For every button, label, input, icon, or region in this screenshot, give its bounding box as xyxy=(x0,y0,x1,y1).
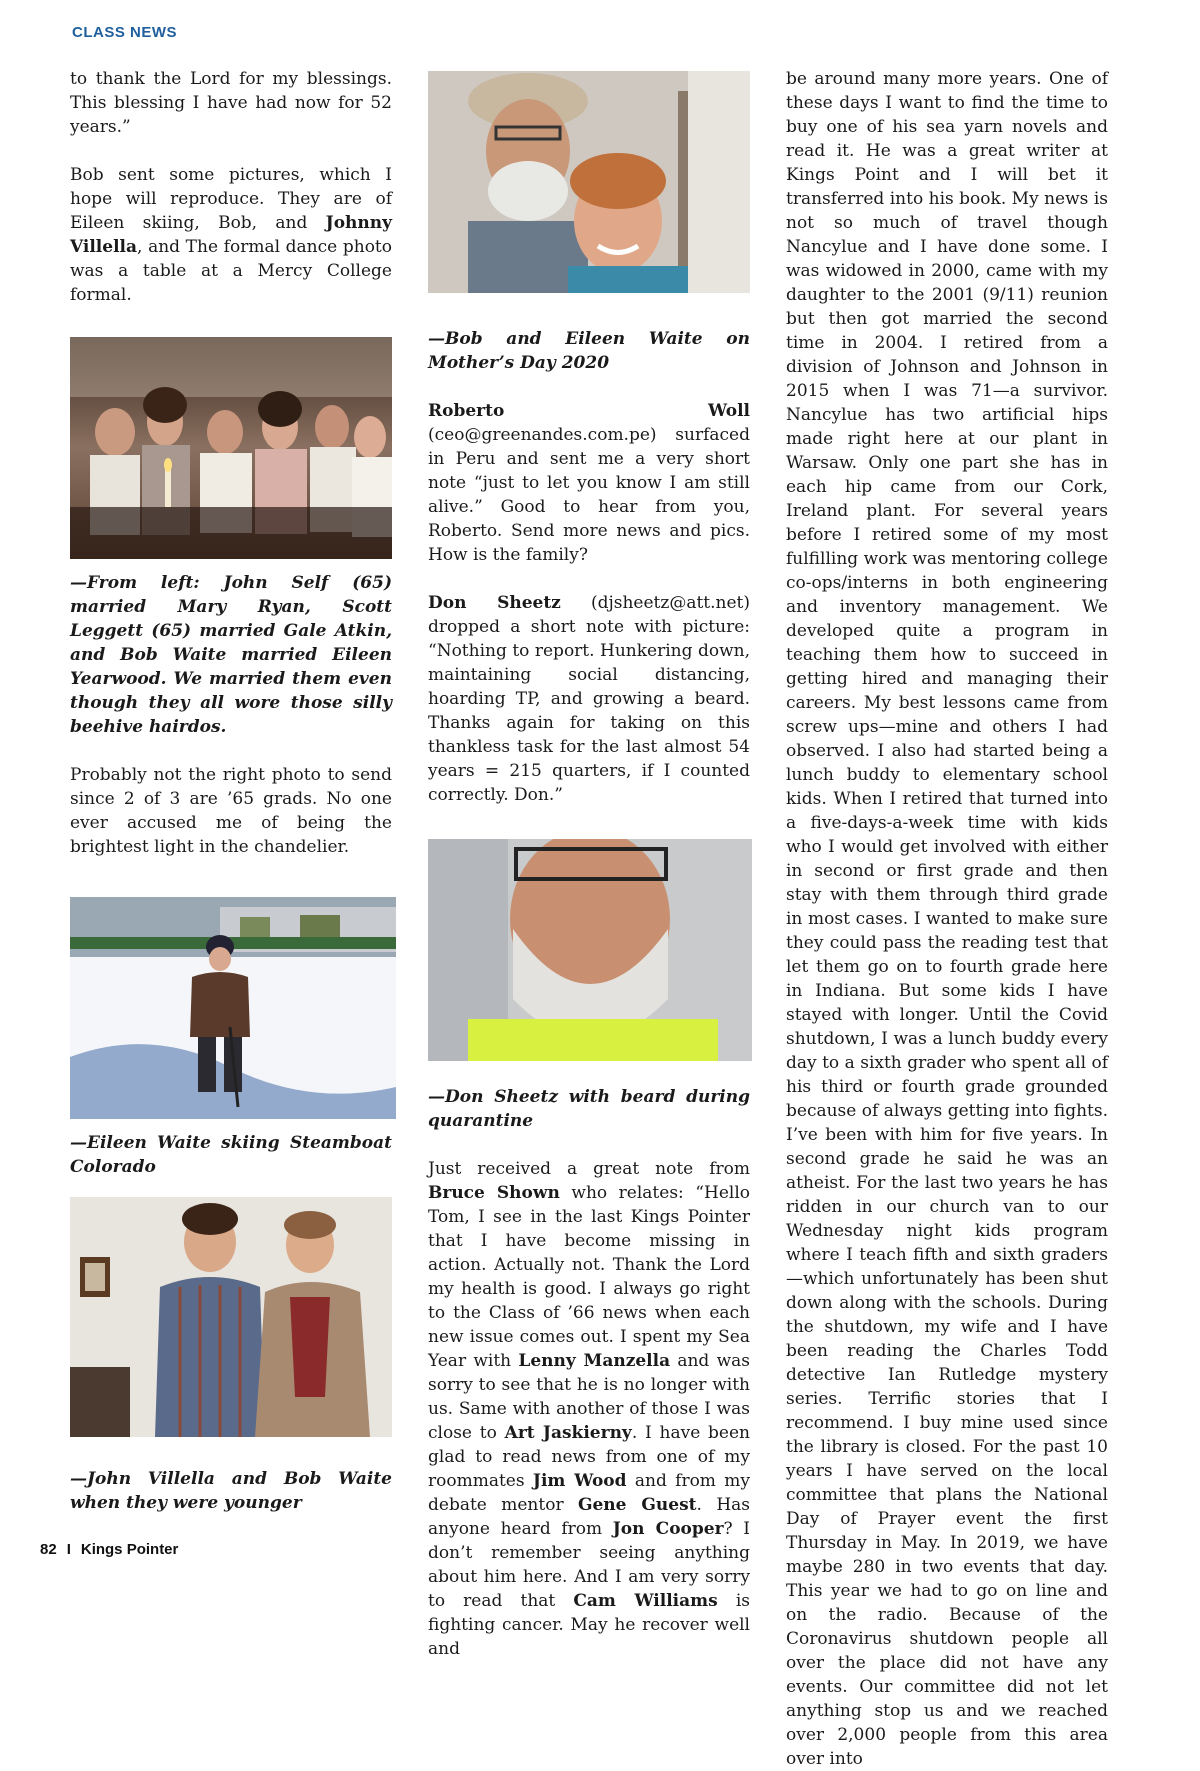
skiing-photo xyxy=(70,897,396,1119)
formal-dance-photo xyxy=(70,337,392,559)
photo-caption: —John Villella and Bob Waite when they were younger xyxy=(70,1469,392,1513)
person-name: Don Sheetz xyxy=(428,593,561,613)
two-men-photo xyxy=(70,1197,392,1437)
person-name: Lenny Manzella xyxy=(518,1351,671,1371)
paragraph: Just received a great note from Bruce Shown who relates: “Hello Tom, I see in the last Kings Pointer that I have become missing in action. Actually not. Thank the Lord my health is good. I always go right to the Class of ’66 news when each new issue comes out. I spent my Sea Year with Lenny Manzella and was sorry to see that he is no longer with us. Same with another of those I was close to Art Jaskierny. I have been glad to read news from one of my roommates Jim Wood and from my debate mentor Gene Guest. Has anyone heard from Jon Cooper? I don’t remember seeing anything about him here. And I am very sorry to read that Cam Williams is fighting cancer. May he recover well and xyxy=(428,1159,751,1659)
page-footer xyxy=(40,1541,178,1558)
person-name: Jim Wood xyxy=(532,1471,627,1491)
photo-caption: —Don Sheetz with beard during quarantine xyxy=(428,1087,750,1131)
paragraph: Bob sent some pictures, which I hope will reproduce. They are of Eileen skiing, Bob, and Johnny Villella, and The formal dance photo was a table at a Mercy College formal. xyxy=(70,165,392,305)
paragraph: Don Sheetz (djsheetz@att.net) dropped a short note with picture: “Nothing to report. Hunkering down, maintaining social distancing, hoarding TP, and growing a beard. Thanks again for taking on this thankless task for the last almost 54 years = 215 quarters, if I counted correctly. Don.” xyxy=(428,593,750,805)
paragraph: Probably not the right photo to send since 2 of 3 are ’65 grads. No one ever accused me of being the brightest light in the chandelier. xyxy=(70,765,392,857)
photo-caption: —Bob and Eileen Waite on Mother’s Day 2020 xyxy=(428,329,750,373)
person-name: Jon Cooper xyxy=(612,1519,724,1539)
section-title: CLASS NEWS xyxy=(72,24,178,41)
column-1 xyxy=(70,67,392,1515)
person-name: Roberto Woll xyxy=(428,401,750,421)
person-name: Gene Guest xyxy=(577,1495,697,1515)
person-name: Johnny Villella xyxy=(70,213,392,257)
person-name: Cam Williams xyxy=(573,1591,718,1611)
footer-separator: I xyxy=(66,1541,71,1558)
column-2 xyxy=(428,71,750,1661)
person-name: Art Jaskierny xyxy=(504,1423,632,1443)
person-name: Bruce Shown xyxy=(428,1183,560,1203)
couple-selfie-photo xyxy=(428,71,750,293)
photo-caption: —Eileen Waite skiing Steamboat Colorado xyxy=(70,1133,392,1177)
bearded-man-photo xyxy=(428,839,752,1061)
page-number: 82 xyxy=(40,1541,57,1558)
publication-name: Kings Pointer xyxy=(80,1541,179,1558)
paragraph: Roberto Woll (ceo@greenandes.com.pe) surfaced in Peru and sent me a very short note “just to let you know I am still alive.” Good to hear from you, Roberto. Send more news and pics. How is the family? xyxy=(428,401,750,565)
paragraph: be around many more years. One of these days I want to find the time to buy one of his sea yarn novels and read it. He was a great writer at Kings Point and I will bet it transferred into his book. My news is not so much of travel though Nancylue and I have done some. I was widowed in 2000, came with my daughter to the 2001 (9/11) reunion but then got married the second time in 2004. I retired from a division of Johnson and Johnson in 2015 when I was 71—a survivor. Nancylue has two artificial hips made right here at our plant in Warsaw. Only one part she has in each hip came from our Cork, Ireland plant. For several years before I retired some of my most fulfilling work was mentoring college co-ops/interns in both engineering and inventory management. We developed quite a program in teaching them how to succeed in getting hired and managing their careers. My best lessons came from screw ups—mine and others I had observed. I also had started being a lunch buddy to elementary school kids. When I retired that turned into a five-days-a-week time with kids who I would get involved with either in second or first grade and then stay with them through third grade in most cases. I wanted to make sure they could pass the reading test that let them go on to fourth grade here in Indiana. But some kids I have stayed with longer. Until the Covid shutdown, I was a lunch buddy every day to a sixth grader who spent all of his third or fourth grade grounded because of always getting into fights. I’ve been with him for five years. In second grade he said he was an atheist. For the last two years he has ridden in our church van to our Wednesday night kids program where I teach fifth and sixth graders—which unfortunately has been shut down along with the schools. During the shutdown, my wife and I have been reading the Charles Todd detective Ian Rutledge mystery series. Terrific stories that I recommend. I buy mine used since the library is closed. For the past 10 years I have served on the local committee that plans the National Day of Prayer event the first Thursday in May. In 2019, we have maybe 280 in two events that day. This year we had to go on line and on the radio. Because of the Coronavirus shutdown people all over the place did not have any events. Our committee did not let anything stop us and we reached over 2,000 people from this area over into xyxy=(786,69,1108,1769)
column-3 xyxy=(786,67,1108,1771)
paragraph: to thank the Lord for my blessings. This blessing I have had now for 52 years.” xyxy=(70,69,392,137)
photo-caption: —From left: John Self (65) married Mary Ryan, Scott Leggett (65) married Gale Atkin, and Bob Waite married Eileen Yearwood. We married them even though they all wore those silly beehive hairdos. xyxy=(70,573,392,737)
